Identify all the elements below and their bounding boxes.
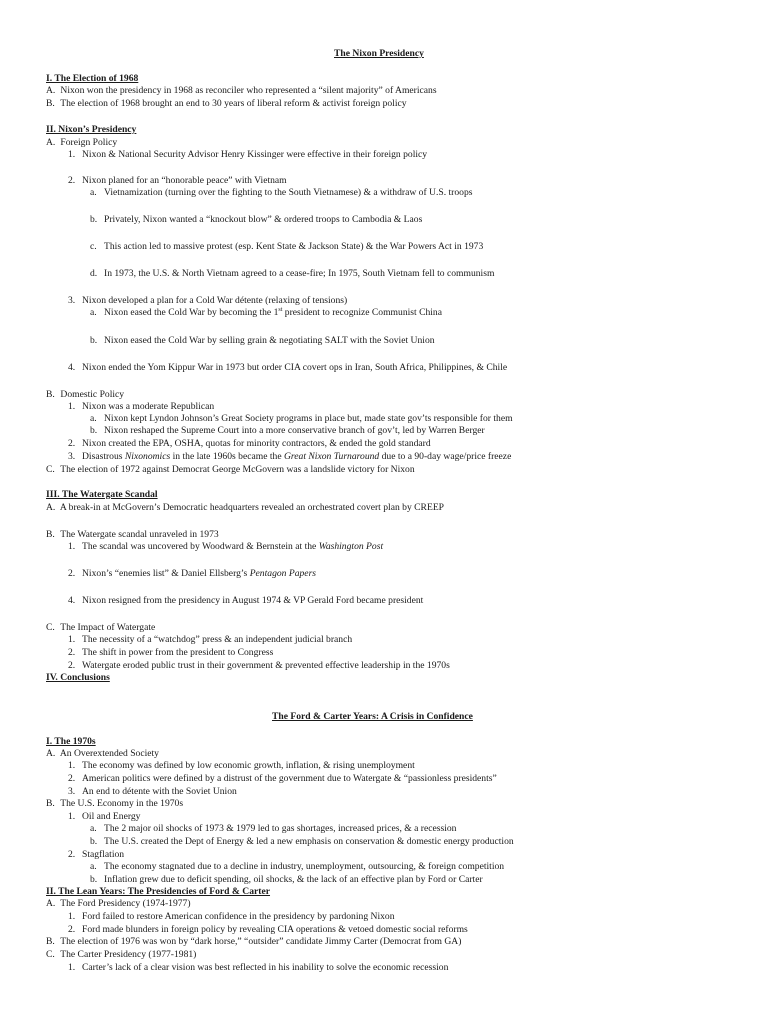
list-item: 3. Nixon developed a plan for a Cold War détente (relaxing of tensions) [68, 295, 348, 306]
list-item: 1. Nixon was a moderate Republican [68, 401, 215, 412]
list-item: a. Nixon eased the Cold War by becoming the 1st president to recognize Communist China [90, 306, 442, 318]
list-item: b. The U.S. created the Dept of Energy & led a new emphasis on conservation & domestic energy production [90, 836, 514, 847]
list-item: 1. Carter’s lack of a clear vision was best reflected in his inability to solve the economic recession [68, 962, 449, 973]
list-item: b. Nixon reshaped the Supreme Court into a more conservative branch of gov’t, led by Warren Berger [90, 425, 485, 436]
list-item: 1. The economy was defined by low economic growth, inflation, & rising unemployment [68, 760, 415, 771]
heading-election-1968: I. The Election of 1968 [46, 73, 139, 84]
list-item: B. The U.S. Economy in the 1970s [46, 798, 184, 809]
list-item: C. The Carter Presidency (1977-1981) [46, 949, 197, 960]
list-item: c. This action led to massive protest (esp. Kent State & Jackson State) & the War Powers Act in 1973 [90, 241, 484, 252]
heading-1970s: I. The 1970s [46, 736, 96, 747]
list-item: A. Nixon won the presidency in 1968 as reconciler who represented a “silent majority” of Americans [46, 85, 437, 96]
list-item: 1. The scandal was uncovered by Woodward & Bernstein at the Washington Post [68, 541, 384, 552]
list-item: 3. Disastrous Nixonomics in the late 1960s became the Great Nixon Turnaround due to a 90-day wage/price freeze [68, 451, 512, 462]
list-item: B. The election of 1968 brought an end to 30 years of liberal reform & activist foreign policy [46, 98, 407, 109]
heading-nixons-presidency: II. Nixon’s Presidency [46, 124, 137, 135]
list-item: 2. Nixon created the EPA, OSHA, quotas for minority contractors, & ended the gold standard [68, 438, 431, 449]
list-item: 2. Stagflation [68, 849, 125, 860]
list-item: B. Domestic Policy [46, 389, 125, 400]
list-item: 2. Nixon planed for an “honorable peace” with Vietnam [68, 175, 287, 186]
list-item: 2. The shift in power from the president to Congress [68, 647, 274, 658]
list-item: 2. Nixon’s “enemies list” & Daniel Ellsberg’s Pentagon Papers [68, 568, 317, 579]
list-item: a. The economy stagnated due to a decline in industry, unemployment, outsourcing, & foreign competition [90, 861, 505, 872]
list-item: A. An Overextended Society [46, 748, 159, 759]
list-item: 4. Nixon ended the Yom Kippur War in 1973 but order CIA covert ops in Iran, South Africa, Philippines, & Chile [68, 362, 508, 373]
list-item: C. The election of 1972 against Democrat George McGovern was a landslide victory for Nixon [46, 464, 415, 475]
list-item: 1. The necessity of a “watchdog” press & an independent judicial branch [68, 634, 353, 645]
list-item: A. Foreign Policy [46, 137, 118, 148]
list-item: 1. Ford failed to restore American confidence in the presidency by pardoning Nixon [68, 911, 395, 922]
list-item: C. The Impact of Watergate [46, 622, 156, 633]
list-item: 2. Watergate eroded public trust in their government & prevented effective leadership in the 1970s [68, 660, 450, 671]
list-item: b. Privately, Nixon wanted a “knockout blow” & ordered troops to Cambodia & Laos [90, 214, 423, 225]
list-item: 2. Ford made blunders in foreign policy by revealing CIA operations & vetoed domestic social reforms [68, 924, 468, 935]
list-item: 1. Nixon & National Security Advisor Henry Kissinger were effective in their foreign policy [68, 149, 428, 160]
list-item: a. Nixon kept Lyndon Johnson’s Great Society programs in place but, made state gov’ts responsible for them [90, 413, 513, 424]
list-item: a. Vietnamization (turning over the fighting to the South Vietnamese) & a withdraw of U.S. troops [90, 187, 473, 198]
list-item: d. In 1973, the U.S. & North Vietnam agreed to a cease-fire; In 1975, South Vietnam fell to communism [90, 268, 495, 279]
heading-lean-years: II. The Lean Years: The Presidencies of Ford & Carter [46, 886, 271, 897]
list-item: 4. Nixon resigned from the presidency in August 1974 & VP Gerald Ford became president [68, 595, 424, 606]
list-item: b. Inflation grew due to deficit spending, oil shocks, & the lack of an effective plan by Ford or Carter [90, 874, 483, 885]
heading-watergate: III. The Watergate Scandal [46, 489, 158, 500]
list-item: b. Nixon eased the Cold War by selling grain & negotiating SALT with the Soviet Union [90, 335, 435, 346]
list-item: A. A break-in at McGovern’s Democratic headquarters revealed an orchestrated covert plan by CREEP [46, 502, 445, 513]
list-item: B. The election of 1976 was won by “dark horse,” “outsider” candidate Jimmy Carter (Democrat from GA) [46, 936, 462, 947]
list-item: B. The Watergate scandal unraveled in 1973 [46, 529, 219, 540]
list-item: 1. Oil and Energy [68, 811, 141, 822]
list-item: 2. American politics were defined by a distrust of the government due to Watergate & “passionless presidents” [68, 773, 497, 784]
list-item: 3. An end to détente with the Soviet Union [68, 786, 237, 797]
list-item: A. The Ford Presidency (1974-1977) [46, 898, 191, 909]
list-item: a. The 2 major oil shocks of 1973 & 1979 led to gas shortages, increased prices, & a recession [90, 823, 457, 834]
heading-conclusions: IV. Conclusions [46, 672, 110, 683]
doc-title-nixon: The Nixon Presidency [334, 48, 424, 59]
doc-title-ford-carter: The Ford & Carter Years: A Crisis in Confidence [272, 711, 473, 722]
